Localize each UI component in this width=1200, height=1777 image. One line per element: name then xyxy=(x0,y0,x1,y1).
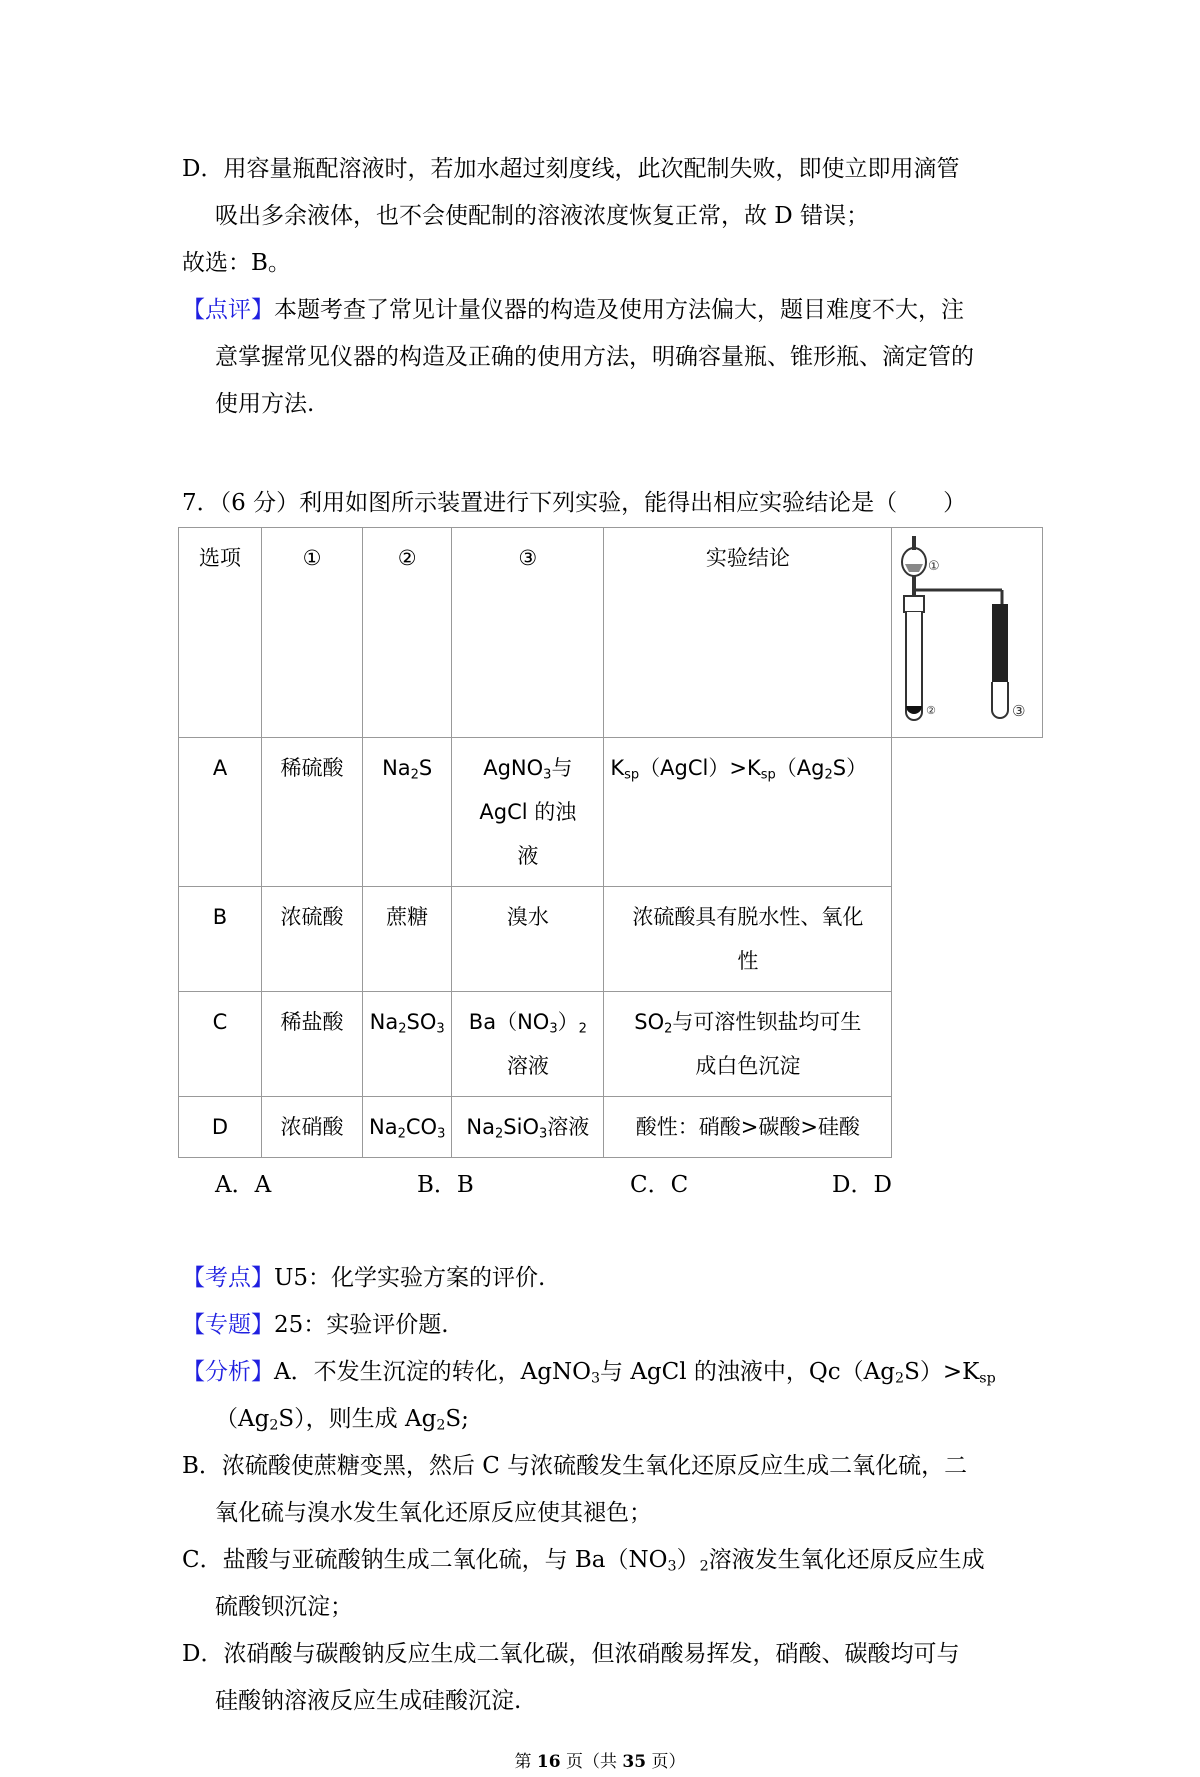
answer-choices xyxy=(182,1162,1182,1209)
subscript: 3 xyxy=(538,1126,548,1142)
text-segment: CO xyxy=(405,1115,438,1139)
text-segment: Ba（NO xyxy=(468,1010,550,1034)
table-row xyxy=(179,887,1043,992)
subscript: 3 xyxy=(549,1021,558,1037)
diagram-label-1: ① xyxy=(928,559,940,574)
experiment-table xyxy=(178,527,1043,1158)
footer-pre: 第 xyxy=(514,1752,532,1772)
page-total: 35 xyxy=(622,1752,647,1772)
text-segment: 硫酸钡沉淀； xyxy=(215,1594,353,1620)
subscript: sp xyxy=(979,1370,996,1387)
text-segment: ） xyxy=(557,1010,579,1034)
fenxi-d1 xyxy=(182,1631,1182,1678)
text-segment: Na xyxy=(369,1115,398,1139)
subscript: 2 xyxy=(578,1021,587,1037)
subscript: 2 xyxy=(664,1021,673,1037)
text-segment: 成白色沉淀 xyxy=(695,1054,801,1078)
cell-option: B xyxy=(179,887,262,992)
text-segment: 性 xyxy=(737,949,759,973)
diagram-label-3: ③ xyxy=(1012,702,1026,720)
fenxi-line xyxy=(182,1349,1182,1396)
header-reagent-1: ① xyxy=(262,528,363,738)
cell-c3 xyxy=(452,1097,604,1158)
text-segment: 本题考查了常见计量仪器的构造及使用方法偏大，题目难度不大，注 xyxy=(274,297,964,323)
text-segment: 溶液发生氧化还原反应生成 xyxy=(708,1547,985,1573)
text-segment: 与可溶性钡盐均可生 xyxy=(672,1010,862,1034)
review-line1 xyxy=(182,287,1182,334)
header-reagent-2: ② xyxy=(363,528,452,738)
cell-option: D xyxy=(179,1097,262,1158)
fenxi-d2 xyxy=(215,1678,1182,1725)
text-segment: （AgCl）>K xyxy=(639,756,761,780)
text-segment: 稀盐酸 xyxy=(280,1010,344,1034)
text-segment: 吸出多余液体，也不会使配制的溶液浓度恢复正常，故 D 错误； xyxy=(215,203,870,229)
subscript: 3 xyxy=(590,1370,601,1387)
text-segment: 氧化硫与溴水发生氧化还原反应使其褪色； xyxy=(215,1500,652,1526)
text-segment: 与 AgCl 的浊液中，Qc（Ag xyxy=(600,1359,895,1385)
text-segment: S）>K xyxy=(904,1359,980,1385)
prev-option-d-line2 xyxy=(215,193,1182,240)
cell-c3 xyxy=(452,738,604,887)
text-segment: AgCl 的浊 xyxy=(479,800,577,824)
text-segment: D．用容量瓶配溶液时，若加水超过刻度线，此次配制失败，即使立即用滴管 xyxy=(182,156,960,182)
text-segment: 浓硫酸具有脱水性、氧化 xyxy=(632,905,864,929)
question-stem xyxy=(182,480,1182,527)
cell-c4 xyxy=(604,1097,892,1158)
cell-option: A xyxy=(179,738,262,887)
cell-c2 xyxy=(363,887,452,992)
text-segment: 酸性：硝酸>碳酸>硅酸 xyxy=(635,1115,860,1139)
table-row xyxy=(179,1097,1043,1158)
choice-b[interactable]: B．B xyxy=(417,1172,474,1198)
text-segment: SiO xyxy=(503,1115,539,1139)
footer-mid: 页（共 xyxy=(566,1752,617,1772)
text-segment: 浓硫酸 xyxy=(280,905,344,929)
cell-c4 xyxy=(604,887,892,992)
text-segment: Na xyxy=(369,1010,399,1034)
prev-option-d-line1 xyxy=(182,146,1182,193)
text-segment: 使用方法. xyxy=(215,391,315,417)
review-tag: 【点评】 xyxy=(182,297,274,323)
text-segment: 硅酸钠溶液反应生成硅酸沉淀. xyxy=(215,1688,522,1714)
cell-c2 xyxy=(363,738,452,887)
text-segment: C．盐酸与亚硫酸钠生成二氧化硫，与 Ba（NO xyxy=(182,1547,668,1573)
header-reagent-3: ③ xyxy=(452,528,604,738)
review-text xyxy=(274,297,964,323)
subscript: 2 xyxy=(269,1417,279,1434)
kaodian-text xyxy=(274,1265,545,1291)
text-segment: SO xyxy=(406,1010,437,1034)
fenxi-b1 xyxy=(182,1443,1182,1490)
text-segment: （Ag xyxy=(215,1406,270,1432)
subscript: 3 xyxy=(436,1021,445,1037)
cell-c1 xyxy=(262,1097,363,1158)
fenxi-c2 xyxy=(215,1584,1182,1631)
cell-c1 xyxy=(262,738,363,887)
header-conclusion: 实验结论 xyxy=(604,528,892,738)
subscript: 3 xyxy=(667,1558,677,1575)
fenxi-a1 xyxy=(274,1359,996,1385)
zhuanti-tag: 【专题】 xyxy=(182,1312,274,1338)
text-segment: 稀硫酸 xyxy=(280,756,344,780)
text-segment: Na xyxy=(382,756,411,780)
subscript: 2 xyxy=(699,1558,709,1575)
zhuanti-line xyxy=(182,1302,1182,1349)
fenxi-c1 xyxy=(182,1537,1182,1584)
cell-c1 xyxy=(262,887,363,992)
prev-answer xyxy=(182,240,1182,287)
subscript: 2 xyxy=(398,1021,407,1037)
review-line2 xyxy=(215,334,1182,381)
zhuanti-text xyxy=(274,1312,449,1338)
text-segment: 溶液 xyxy=(547,1115,590,1139)
text-segment: AgNO xyxy=(483,756,544,780)
text-segment: （Ag xyxy=(775,756,825,780)
text-segment: 意掌握常见仪器的构造及正确的使用方法，明确容量瓶、锥形瓶、滴定管的 xyxy=(215,344,974,370)
header-option: 选项 xyxy=(179,528,262,738)
subscript: 2 xyxy=(410,767,419,783)
text-segment: 液 xyxy=(517,844,539,868)
document-page xyxy=(182,146,1182,1777)
text-segment: 25：实验评价题. xyxy=(274,1312,449,1338)
subscript: 2 xyxy=(824,767,833,783)
test-tube-icon xyxy=(906,612,922,720)
text-segment: 蔗糖 xyxy=(386,905,429,929)
cell-c3 xyxy=(452,887,604,992)
text-segment: S） xyxy=(832,756,868,780)
subscript: sp xyxy=(624,767,640,783)
subscript: 3 xyxy=(437,1126,446,1142)
page-footer xyxy=(0,1747,1200,1777)
choice-c[interactable]: C．C xyxy=(630,1172,689,1198)
cell-c1 xyxy=(262,992,363,1097)
choice-a[interactable]: A．A xyxy=(215,1172,272,1198)
text-segment: 溴水 xyxy=(506,905,549,929)
kaodian-tag: 【考点】 xyxy=(182,1265,274,1291)
subscript: 2 xyxy=(436,1417,446,1434)
diagram-label-2: ② xyxy=(926,704,937,717)
cell-c2 xyxy=(363,992,452,1097)
table-header-row xyxy=(179,528,1043,738)
cell-c4 xyxy=(604,992,892,1097)
kaodian-line xyxy=(182,1255,1182,1302)
cell-c3 xyxy=(452,992,604,1097)
subscript: sp xyxy=(760,767,776,783)
page-number: 16 xyxy=(536,1752,561,1772)
apparatus-diagram xyxy=(892,528,1043,738)
review-line3 xyxy=(215,381,1182,428)
subscript: 3 xyxy=(543,767,552,783)
text-segment: S; xyxy=(445,1406,469,1432)
footer-post: 页） xyxy=(651,1752,686,1772)
text-segment: B．浓硫酸使蔗糖变黑，然后 C 与浓硫酸发生氧化还原反应生成二氧化硫，二 xyxy=(182,1453,968,1479)
fenxi-a2 xyxy=(215,1396,1182,1443)
fenxi-b2 xyxy=(215,1490,1182,1537)
apparatus-illustration xyxy=(892,532,1042,722)
fenxi-tag: 【分析】 xyxy=(182,1359,274,1385)
table-row xyxy=(179,992,1043,1097)
text-segment: SO xyxy=(634,1010,665,1034)
cell-c4 xyxy=(604,738,892,887)
subscript: 2 xyxy=(895,1370,905,1387)
cell-c2 xyxy=(363,1097,452,1158)
tube-icon xyxy=(992,604,1008,684)
table-row xyxy=(179,738,1043,887)
subscript: 2 xyxy=(495,1126,504,1142)
text-segment: ） xyxy=(676,1547,700,1573)
text-segment: 7．（6 分）利用如图所示装置进行下列实验，能得出相应实验结论是（ ） xyxy=(182,490,967,516)
text-segment: 溶液 xyxy=(506,1054,549,1078)
text-segment: S xyxy=(418,756,433,780)
text-segment: 与 xyxy=(551,756,573,780)
text-segment: S），则生成 Ag xyxy=(278,1406,437,1432)
text-segment: A．不发生沉淀的转化，AgNO xyxy=(274,1359,591,1385)
text-segment: 故选：B。 xyxy=(182,250,291,276)
choice-d[interactable]: D．D xyxy=(832,1172,892,1198)
text-segment: D．浓硝酸与碳酸钠反应生成二氧化碳，但浓硝酸易挥发，硝酸、碳酸均可与 xyxy=(182,1641,960,1667)
cell-option: C xyxy=(179,992,262,1097)
subscript: 2 xyxy=(397,1126,406,1142)
text-segment: 浓硝酸 xyxy=(280,1115,344,1139)
text-segment: U5：化学实验方案的评价. xyxy=(274,1265,546,1291)
text-segment: Na xyxy=(466,1115,495,1139)
text-segment: K xyxy=(610,756,625,780)
